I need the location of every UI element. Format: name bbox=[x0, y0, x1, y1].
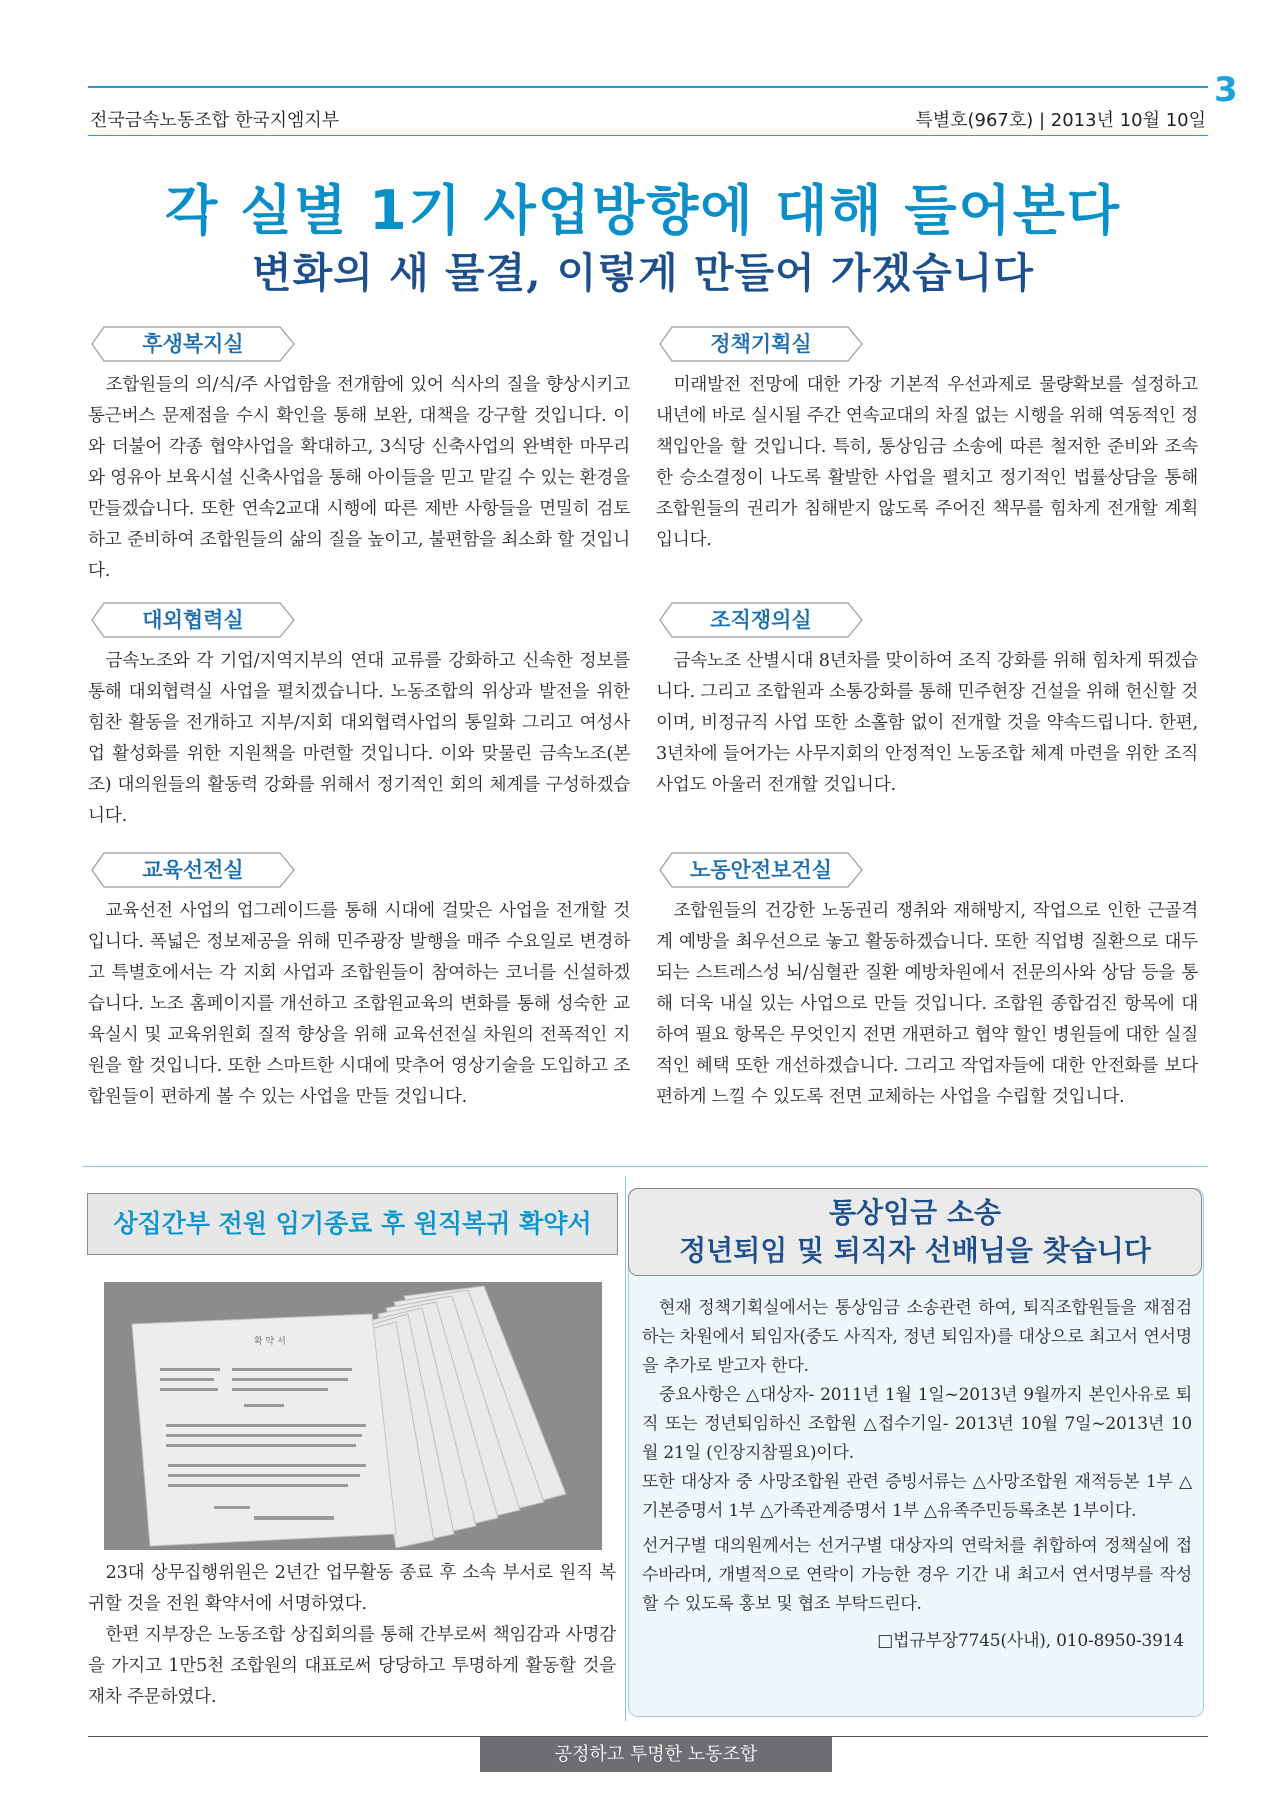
document-title-text: 확 약 서 bbox=[254, 1337, 286, 1347]
right-article-title-line1: 통상임금 소송 bbox=[828, 1196, 1002, 1229]
section-tag-organizing bbox=[658, 602, 864, 638]
pledge-documents-photo bbox=[104, 1282, 602, 1550]
section-title: 정책기획실 bbox=[710, 332, 812, 356]
section-tag-welfare bbox=[90, 326, 296, 362]
page-subheadline: 변화의 새 물결, 이렇게 만들어 가겠습니다 bbox=[252, 249, 1034, 297]
header-rule bbox=[88, 86, 1208, 88]
section-body-safety bbox=[656, 896, 1198, 1113]
section-tag-education bbox=[90, 852, 296, 888]
section-paragraph: 금속노조와 각 기업/지역지부의 연대 교류를 강화하고 신속한 정보를 통해 대외협력실 사업을 펼치겠습니다. 노동조합의 위상과 발전을 위한 힘찬 활동을 전개하고 지부/지회 대외협력사업의 통일화 그리고 여성사업 활성화를 위한 지원책을 마련할 것입니다. 이와 맞물린 금속노조(본조) 대의원들의 활동력 강화를 위해서 정기적인 회의 체계를 구성하겠습니다. bbox=[88, 651, 630, 826]
section-body-welfare bbox=[88, 370, 630, 587]
section-body-organizing bbox=[656, 646, 1198, 801]
section-tag-external bbox=[90, 602, 296, 638]
section-paragraph: 금속노조 산별시대 8년차를 맞이하여 조직 강화를 위해 힘차게 뛰겠습니다. 그리고 조합원과 소통강화를 통해 민주현장 건설을 위해 헌신할 것이며, 비정규직 사업 또한 소홀함 없이 전개할 것을 약속드립니다. 한편, 3년차에 들어가는 사무지회의 안정적인 노동조합 체계 마련을 위한 조직사업도 아울러 전개할 것입니다. bbox=[656, 651, 1199, 795]
page-headline: 각 실별 1기 사업방향에 대해 들어본다 bbox=[164, 179, 1122, 242]
section-tag-safety bbox=[658, 852, 864, 888]
section-title: 조직쟁의실 bbox=[710, 608, 812, 632]
right-article-title-line2: 정년퇴임 및 퇴직자 선배님을 찾습니다 bbox=[679, 1234, 1151, 1267]
section-title: 교육선전실 bbox=[142, 858, 244, 882]
section-paragraph: 미래발전 전망에 대한 가장 기본적 우선과제로 물량확보를 설정하고 내년에 바로 실시될 주간 연속교대의 차질 없는 시행을 위해 역동적인 정책입안을 할 것입니다. 특히, 통상임금 소송에 따른 철저한 준비와 조속한 승소결정이 나도록 활발한 사업을 펼치고 정기적인 법률상담을 통해 조합원들의 권리가 침해받지 않도록 주어진 책무를 힘차게 전개할 계획입니다. bbox=[656, 375, 1198, 550]
org-name: 전국금속노동조합 한국지엠지부 bbox=[90, 110, 340, 131]
section-body-policy bbox=[656, 370, 1198, 556]
right-article-title-box bbox=[628, 1188, 1202, 1276]
section-paragraph: 조합원들의 건강한 노동권리 쟁취와 재해방지, 작업으로 인한 근골격계 예방을 최우선으로 놓고 활동하겠습니다. 또한 직업병 질환으로 대두되는 스트레스성 뇌/심혈관 질환 예방차원에서 전문의사와 상담 등을 통해 더욱 내실 있는 사업으로 만들 것입니다. 조합원 종합검진 항목에 대하여 필요 항목은 무엇인지 전면 개편하고 협약 할인 병원들에 대한 실질적인 혜택 또한 개선하겠습니다. 그리고 작업자들에 대한 안전화를 보다 편하게 느낄 수 있도록 전면 교체하는 사업을 수립할 것입니다. bbox=[656, 901, 1198, 1107]
section-title: 노동안전보건실 bbox=[689, 858, 832, 882]
header-subrule bbox=[88, 135, 1208, 136]
right-article-body bbox=[642, 1294, 1192, 1656]
issue-info: 특별호(967호) | 2013년 10월 10일 bbox=[915, 110, 1206, 131]
section-tag-policy bbox=[658, 326, 864, 362]
left-article-body bbox=[88, 1558, 616, 1713]
right-article-paragraph: 현재 정책기획실에서는 통상임금 소송관련 하여, 퇴직조합원들을 재점검하는 차원에서 퇴임자(중도 사직자, 정년 퇴임자)를 대상으로 최고서 연서명을 추가로 받고자 한다. bbox=[642, 1298, 1192, 1376]
section-title: 후생복지실 bbox=[142, 332, 244, 356]
left-article-paragraph: 한편 지부장은 노동조합 상집회의를 통해 간부로써 책임감과 사명감을 가지고 1만5천 조합원의 대표로써 당당하고 투명하게 활동할 것을 재차 주문하였다. bbox=[88, 1625, 616, 1707]
page-number: 3 bbox=[1214, 70, 1238, 110]
fanned-documents-image bbox=[104, 1282, 602, 1550]
left-article-paragraph: 23대 상무집행위원은 2년간 업무활동 종료 후 소속 부서로 원직 복귀할 것을 전원 확약서에 서명하였다. bbox=[88, 1563, 616, 1614]
right-article-paragraph: 또한 대상자 중 사망조합원 관련 증빙서류는 △사망조합원 재적등본 1부 △기본증명서 1부 △가족관계증명서 1부 △유족주민등록초본 1부이다. bbox=[642, 1472, 1192, 1521]
left-article-title-box bbox=[87, 1193, 618, 1255]
section-title: 대외협력실 bbox=[142, 608, 244, 632]
contact-info: □법규부장7745(사내), 010-8950-3914 bbox=[877, 1631, 1184, 1651]
left-article-title: 상집간부 전원 임기종료 후 원직복귀 확약서 bbox=[113, 1209, 592, 1238]
section-body-education bbox=[88, 896, 630, 1113]
footer-slogan: 공정하고 투명한 노동조합 bbox=[554, 1744, 758, 1765]
section-paragraph: 교육선전 사업의 업그레이드를 통해 시대에 걸맞은 사업을 전개할 것입니다. 폭넓은 정보제공을 위해 민주광장 발행을 매주 수요일로 변경하고 특별호에서는 각 지회 사업과 조합원들이 참여하는 코너를 신설하겠습니다. 노조 홈페이지를 개선하고 조합원교육의 변화를 통해 성숙한 교육실시 및 교육위원회 질적 향상을 위해 교육선전실 차원의 전폭적인 지원을 할 것입니다. 또한 스마트한 시대에 맞추어 영상기술을 도입하고 조합원들이 편하게 볼 수 있는 사업을 만들 것입니다. bbox=[88, 901, 630, 1107]
section-body-external bbox=[88, 646, 630, 832]
right-article-paragraph: 선거구별 대의원께서는 선거구별 대상자의 연락처를 취합하여 정책실에 접수바라며, 개별적으로 연락이 가능한 경우 기간 내 최고서 연서명부를 작성할 수 있도록 홍보 및 협조 부탁드린다. bbox=[642, 1536, 1192, 1614]
column-divider bbox=[625, 1176, 626, 1721]
section-paragraph: 조합원들의 의/식/주 사업함을 전개함에 있어 식사의 질을 향상시키고 통근버스 문제점을 수시 확인을 통해 보완, 대책을 강구할 것입니다. 이와 더불어 각종 협약사업을 확대하고, 3식당 신축사업의 완벽한 마무리와 영유아 보육시설 신축사업을 통해 아이들을 믿고 맡길 수 있는 환경을 만들겠습니다. 또한 연속2교대 시행에 따른 제반 사항들을 면밀히 검토하고 준비하여 조합원들의 삶의 질을 높이고, 불편함을 최소화 할 것입니다. bbox=[88, 375, 630, 581]
section-divider bbox=[82, 1166, 1208, 1167]
right-article-paragraph: 중요사항은 △대상자- 2011년 1월 1일~2013년 9월까지 본인사유로 퇴직 또는 정년퇴임하신 조합원 △접수기일- 2013년 10월 7일~2013년 10월 21일 (인장지참필요)이다. bbox=[642, 1385, 1192, 1463]
footer-slogan-bar bbox=[480, 1737, 832, 1772]
